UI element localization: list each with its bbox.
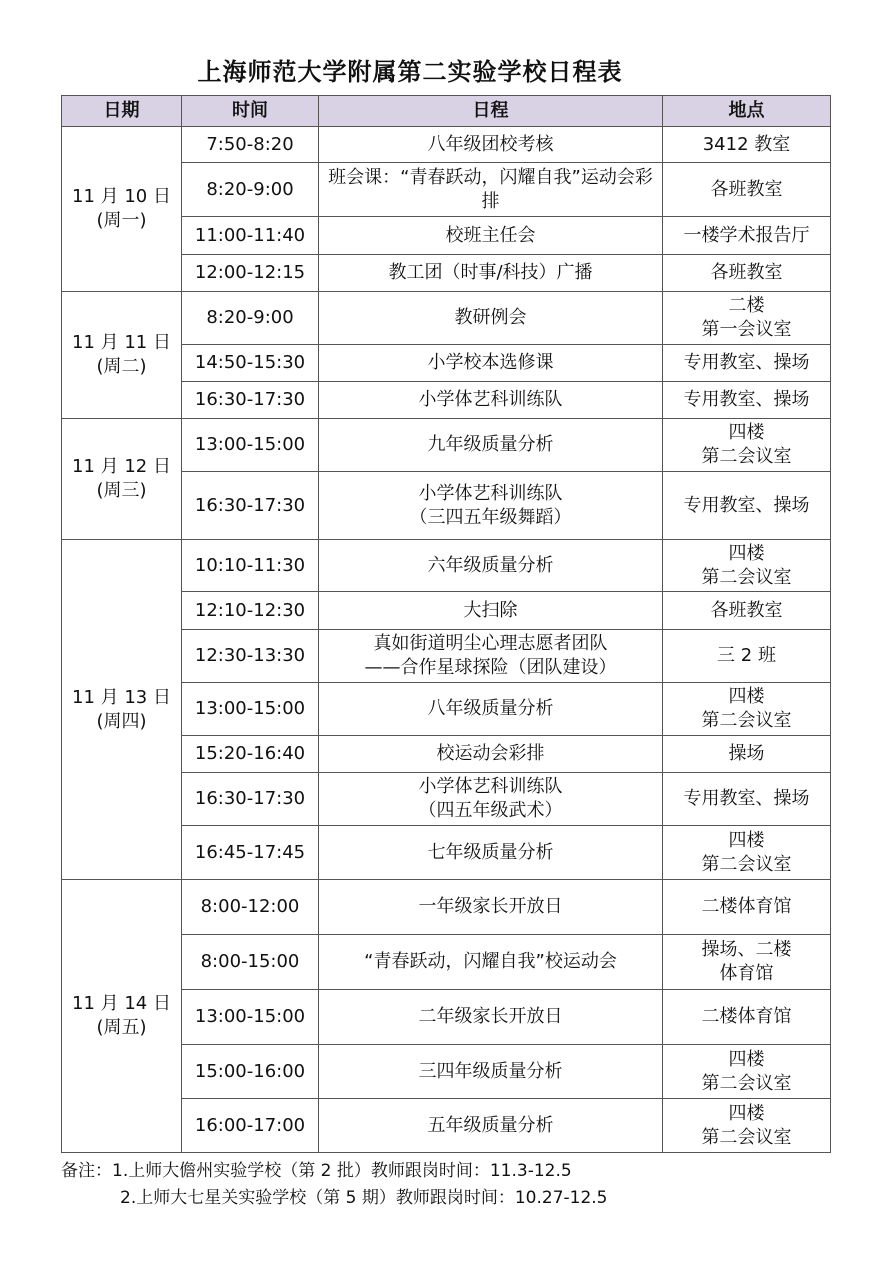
table-row <box>62 419 831 472</box>
header-date: 日期 <box>62 96 182 127</box>
time-cell: 14:50-15:30 <box>182 345 319 382</box>
event-cell: 一年级家长开放日 <box>319 880 663 935</box>
time-cell: 12:10-12:30 <box>182 592 319 630</box>
event-cell: 小学体艺科训练队 （四五年级武术） <box>319 773 663 826</box>
date-cell <box>62 880 182 1153</box>
place-cell: 专用教室、操场 <box>663 345 831 382</box>
table-row <box>62 292 831 345</box>
event-cell: 九年级质量分析 <box>319 419 663 472</box>
time-cell: 15:20-16:40 <box>182 736 319 773</box>
event-cell: 校班主任会 <box>319 217 663 255</box>
time-cell: 13:00-15:00 <box>182 683 319 736</box>
place-cell: 各班教室 <box>663 255 831 292</box>
note-line: 备注：1.上师大儋州实验学校（第 2 批）教师跟岗时间：11.3-12.5 <box>61 1161 572 1181</box>
date-label: 11 月 11 日 <box>72 332 171 353</box>
time-cell: 8:20-9:00 <box>182 163 319 217</box>
table-row <box>62 540 831 592</box>
time-cell: 16:00-17:00 <box>182 1099 319 1153</box>
event-cell: 校运动会彩排 <box>319 736 663 773</box>
place-cell: 四楼 第二会议室 <box>663 826 831 880</box>
place-cell: 四楼 第二会议室 <box>663 683 831 736</box>
time-cell: 8:00-15:00 <box>182 935 319 990</box>
weekday-label: (周四) <box>96 710 147 732</box>
event-cell: 二年级家长开放日 <box>319 990 663 1045</box>
place-cell: 操场、二楼 体育馆 <box>663 935 831 990</box>
event-cell: 小学体艺科训练队 <box>319 382 663 419</box>
time-cell: 13:00-15:00 <box>182 990 319 1045</box>
time-cell: 10:10-11:30 <box>182 540 319 592</box>
place-cell: 3412 教室 <box>663 127 831 163</box>
note-line: 2.上师大七星关实验学校（第 5 期）教师跟岗时间：10.27-12.5 <box>120 1188 608 1208</box>
time-cell: 16:30-17:30 <box>182 773 319 826</box>
event-cell: 六年级质量分析 <box>319 540 663 592</box>
event-cell: 七年级质量分析 <box>319 826 663 880</box>
time-cell: 16:30-17:30 <box>182 472 319 540</box>
event-cell: 大扫除 <box>319 592 663 630</box>
time-cell: 13:00-15:00 <box>182 419 319 472</box>
time-cell: 7:50-8:20 <box>182 127 319 163</box>
table-header-row <box>62 96 831 127</box>
date-label: 11 月 10 日 <box>72 186 171 207</box>
page-title: 上海师范大学附属第二实验学校日程表 <box>197 58 623 86</box>
place-cell: 二楼体育馆 <box>663 880 831 935</box>
place-cell: 专用教室、操场 <box>663 773 831 826</box>
event-cell: 教工团（时事/科技）广播 <box>319 255 663 292</box>
event-cell: 小学校本选修课 <box>319 345 663 382</box>
place-cell: 三 2 班 <box>663 630 831 683</box>
event-cell: 教研例会 <box>319 292 663 345</box>
time-cell: 16:30-17:30 <box>182 382 319 419</box>
place-cell: 二楼体育馆 <box>663 990 831 1045</box>
event-cell: 小学体艺科训练队 （三四五年级舞蹈） <box>319 472 663 540</box>
header-time: 时间 <box>182 96 319 127</box>
place-cell: 四楼 第二会议室 <box>663 419 831 472</box>
date-cell <box>62 540 182 880</box>
event-cell: 八年级质量分析 <box>319 683 663 736</box>
weekday-label: (周五) <box>96 1017 147 1038</box>
place-cell: 操场 <box>663 736 831 773</box>
event-cell: 五年级质量分析 <box>319 1099 663 1153</box>
date-label: 11 月 12 日 <box>72 456 171 477</box>
header-place: 地点 <box>663 96 831 127</box>
time-cell: 11:00-11:40 <box>182 217 319 255</box>
date-label: 11 月 13 日 <box>72 686 171 708</box>
table-row <box>62 127 831 163</box>
place-cell: 四楼 第二会议室 <box>663 1099 831 1153</box>
date-label: 11 月 14 日 <box>72 993 171 1014</box>
schedule-table <box>61 95 831 1153</box>
event-cell: 八年级团校考核 <box>319 127 663 163</box>
place-cell: 专用教室、操场 <box>663 472 831 540</box>
place-cell: 二楼 第一会议室 <box>663 292 831 345</box>
time-cell: 8:20-9:00 <box>182 292 319 345</box>
weekday-label: (周一) <box>96 210 147 231</box>
event-cell: 真如街道明尘心理志愿者团队 ——合作星球探险（团队建设） <box>319 630 663 683</box>
date-cell <box>62 419 182 540</box>
notes <box>61 1158 608 1212</box>
place-cell: 一楼学术报告厅 <box>663 217 831 255</box>
place-cell: 四楼 第二会议室 <box>663 540 831 592</box>
time-cell: 15:00-16:00 <box>182 1045 319 1099</box>
time-cell: 12:00-12:15 <box>182 255 319 292</box>
place-cell: 四楼 第二会议室 <box>663 1045 831 1099</box>
table-row <box>62 880 831 935</box>
date-cell <box>62 292 182 419</box>
event-cell: 班会课：“青春跃动，闪耀自我”运动会彩排 <box>319 163 663 217</box>
place-cell: 各班教室 <box>663 592 831 630</box>
time-cell: 16:45-17:45 <box>182 826 319 880</box>
schedule-body <box>62 127 831 1153</box>
date-cell <box>62 127 182 292</box>
event-cell: “青春跃动，闪耀自我”校运动会 <box>319 935 663 990</box>
time-cell: 8:00-12:00 <box>182 880 319 935</box>
weekday-label: (周二) <box>96 356 147 377</box>
place-cell: 各班教室 <box>663 163 831 217</box>
event-cell: 三四年级质量分析 <box>319 1045 663 1099</box>
weekday-label: (周三) <box>96 480 147 501</box>
place-cell: 专用教室、操场 <box>663 382 831 419</box>
time-cell: 12:30-13:30 <box>182 630 319 683</box>
header-event: 日程 <box>319 96 663 127</box>
